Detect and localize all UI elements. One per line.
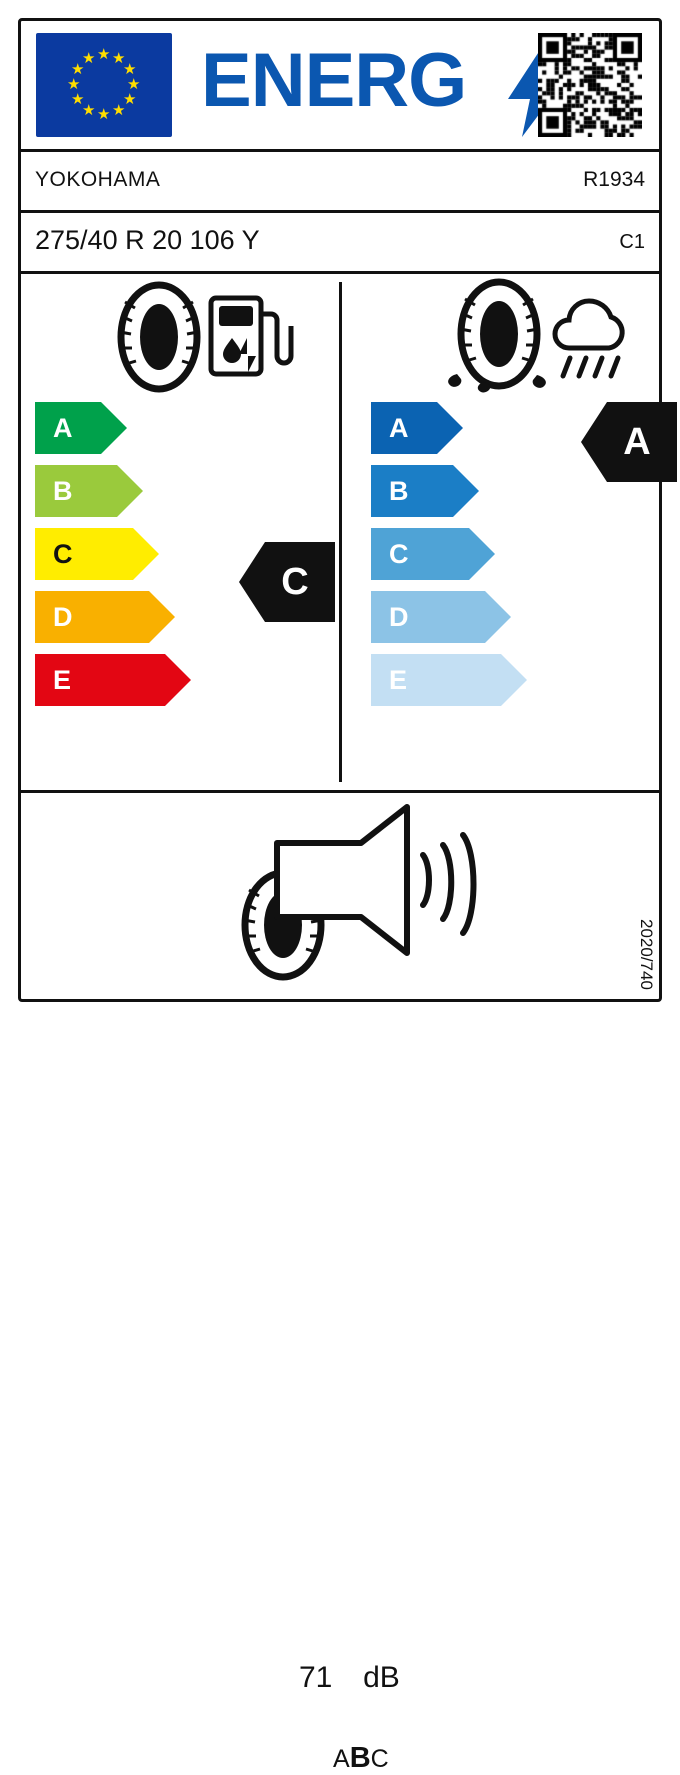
grade-letter: E: [53, 664, 72, 695]
noise-class-b: B: [349, 1742, 371, 1774]
eu-star-icon: ★: [97, 106, 111, 123]
grade-letter: D: [53, 601, 73, 632]
rain-cloud-icon: [439, 282, 639, 392]
noise-value: [299, 1661, 400, 1695]
fuel-result-badge: [239, 542, 335, 622]
qr-code: [538, 33, 642, 137]
grade-letter: A: [389, 412, 409, 443]
grade-row: [35, 654, 191, 706]
eu-star-icon: ★: [127, 76, 141, 93]
grade-arrow: [371, 591, 511, 643]
grade-row: [35, 465, 191, 517]
grade-letter: C: [53, 538, 73, 569]
grade-letter: A: [53, 412, 73, 443]
grade-row: [371, 591, 527, 643]
eu-star-icon: ★: [67, 76, 81, 93]
noise-class-a: A: [333, 1745, 350, 1773]
grade-letter: B: [389, 475, 409, 506]
noise-class-row: [333, 1742, 389, 1775]
noise-section: [21, 793, 659, 1774]
tyre-size: 275/40 R 20 106 Y: [35, 225, 260, 255]
fuel-result-letter: C: [281, 560, 309, 603]
eu-star-icon: ★: [97, 46, 111, 63]
type-code: R1934: [583, 168, 645, 191]
noise-class-c: C: [370, 1745, 389, 1773]
eu-star-icon: ★: [71, 61, 85, 78]
wet-grade-list: [371, 402, 527, 717]
grade-arrow: [371, 465, 479, 517]
grade-row: [371, 654, 527, 706]
grade-row: [35, 402, 191, 454]
regulation-reference: 2020/740: [637, 919, 656, 990]
grade-letter: E: [389, 664, 408, 695]
grade-row: [35, 528, 191, 580]
eu-flag-icon: [36, 33, 172, 137]
grade-letter: D: [389, 601, 409, 632]
page-title: ENERG: [201, 38, 467, 123]
grade-row: [371, 528, 527, 580]
grade-arrow: [35, 591, 175, 643]
ratings-panel: [21, 274, 659, 790]
label-header: [21, 21, 659, 149]
eu-star-icon: ★: [82, 50, 96, 68]
eu-star-icon: ★: [112, 50, 126, 68]
size-row: [21, 213, 659, 271]
fuel-grade-list: [35, 402, 191, 717]
grade-arrow: [35, 402, 127, 454]
brand-name: YOKOHAMA: [35, 168, 161, 191]
brand-row: [21, 152, 659, 210]
wet-result-letter: A: [623, 420, 651, 463]
eu-star-icon: ★: [112, 101, 126, 119]
panel-divider: [339, 282, 342, 782]
grade-row: [371, 402, 527, 454]
tyre-class: C1: [619, 231, 645, 253]
noise-number: 71: [299, 1661, 333, 1694]
fuel-pump-icon: [101, 282, 291, 392]
grade-arrow: [371, 402, 463, 454]
grade-arrow: [371, 654, 527, 706]
grade-arrow: [35, 528, 159, 580]
grade-arrow: [371, 528, 495, 580]
wet-result-badge: [581, 402, 677, 482]
eu-star-icon: ★: [82, 101, 96, 119]
noise-unit: dB: [363, 1661, 400, 1694]
eu-star-icon: ★: [122, 91, 137, 108]
loudspeaker-icon: [211, 807, 501, 987]
grade-letter: C: [389, 538, 409, 569]
grade-arrow: [35, 654, 191, 706]
eu-star-icon: ★: [122, 61, 137, 78]
grade-letter: B: [53, 475, 73, 506]
grade-row: [371, 465, 527, 517]
grade-arrow: [35, 465, 143, 517]
eu-star-icon: ★: [71, 91, 85, 108]
grade-row: [35, 591, 191, 643]
